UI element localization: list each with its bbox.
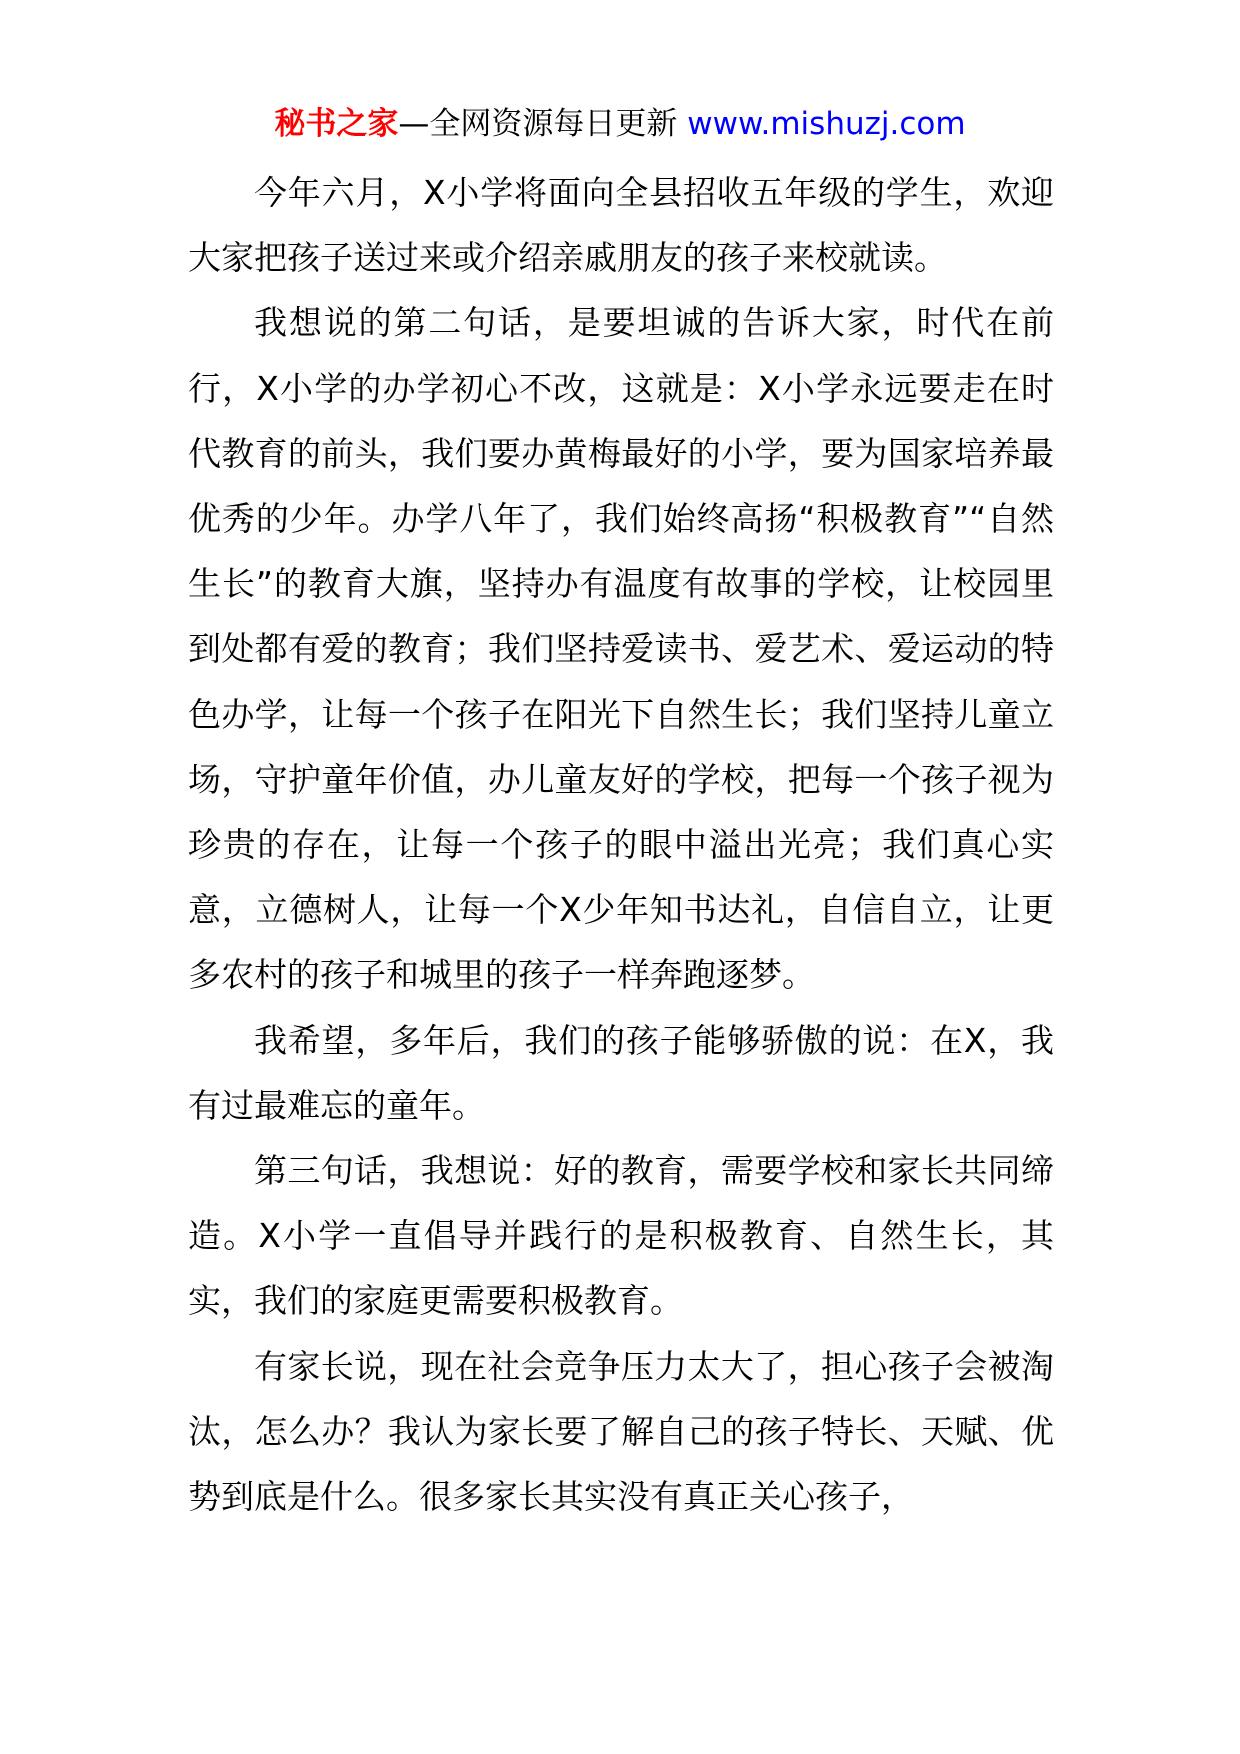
brand-name: 秘书之家 xyxy=(274,106,399,142)
document-body xyxy=(188,160,1054,1529)
paragraph-1: 今年六月，X小学将面向全县招收五年级的学生，欢迎大家把孩子送过来或介绍亲戚朋友的孩子来校就读。 xyxy=(188,173,1054,278)
paragraph-4: 第三句话，我想说：好的教育，需要学校和家长共同缔造。X小学一直倡导并践行的是积极教育、自然生长，其实，我们的家庭更需要积极教育。 xyxy=(188,1151,1054,1321)
website-link[interactable]: www.mishuzj.com xyxy=(687,106,966,142)
paragraph-2: 我想说的第二句话，是要坦诚的告诉大家，时代在前行，X小学的办学初心不改，这就是：X小学永远要走在时代教育的前头，我们要办黄梅最好的小学，要为国家培养最优秀的少年。办学八年了，我们始终高扬“积极教育”“自然生长”的教育大旗，坚持办有温度有故事的学校，让校园里到处都有爱的教育；我们坚持爱读书、爱艺术、爱运动的特色办学，让每一个孩子在阳光下自然生长；我们坚持儿童立场，守护童年价值，办儿童友好的学校，把每一个孩子视为珍贵的存在，让每一个孩子的眼中溢出光亮；我们真心实意，立德树人，让每一个X少年知书达礼，自信自立，让更多农村的孩子和城里的孩子一样奔跑逐梦。 xyxy=(188,303,1054,995)
paragraph-5: 有家长说，现在社会竞争压力太大了，担心孩子会被淘汰，怎么办？我认为家长要了解自己的孩子特长、天赋、优势到底是什么。很多家长其实没有真正关心孩子， xyxy=(188,1346,1054,1517)
page-header xyxy=(0,98,1240,150)
paragraph-3: 我希望，多年后，我们的孩子能够骄傲的说：在X，我有过最难忘的童年。 xyxy=(188,1020,1054,1125)
header-tagline: —全网资源每日更新 xyxy=(398,106,688,142)
